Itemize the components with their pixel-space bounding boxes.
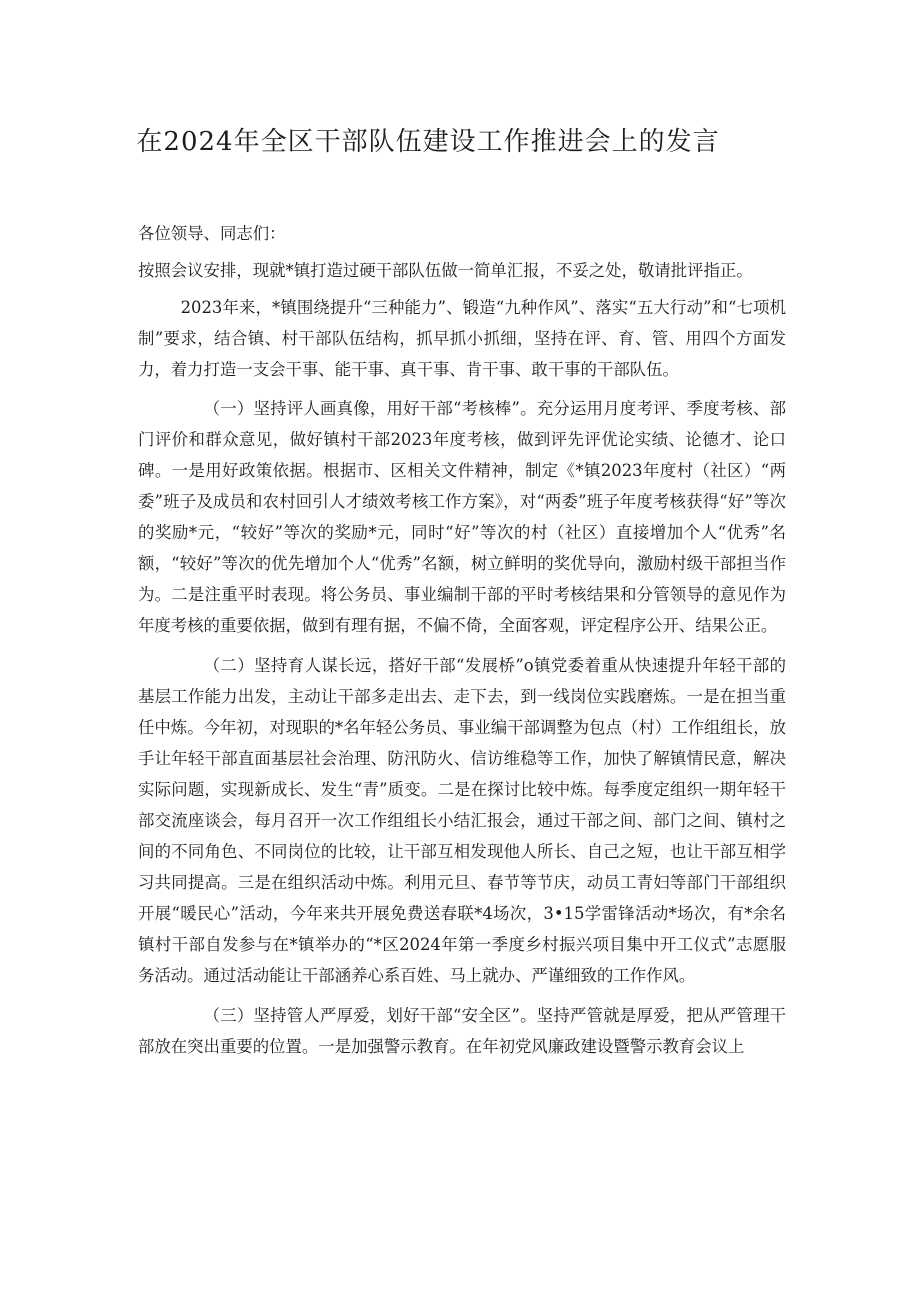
section-paragraph-cultivation: （二）坚持育人谋长远，搭好干部“发展桥”o镇党委着重从快速提升年轻干部的基层工作能力出发，主动让干部多走出去、走下去，到一线岗位实践磨炼。一是在担当重任中炼。今年初，对现职的*名年轻公务员、事业编干部调整为包点（村）工作组组长，放手让年轻干部直面基层社会治理、防汛防火、信访维稳等工作，加快了解镇情民意，解决实际问题，实现新成长、发生“青”质变。二是在探讨比较中炼。每季度定组织一期年轻干部交流座谈会，每月召开一次工作组组长小结汇报会，通过干部之间、部门之间、镇村之间的不同角色、不同岗位的比较，让干部互相发现他人所长、自己之短，也让干部互相学习共同提高。三是在组织活动中炼。利用元旦、春节等节庆，动员工青妇等部门干部组织开展“暖民心”活动，今年来共开展免费送春联*4场次，3•15学雷锋活动*场次，有*余名镇村干部自发参与在*镇举办的“*区2024年第一季度乡村振兴项目集中开工仪式”志愿服务活动。通过活动能让干部涵养心系百姓、马上就办、严谨细致的工作作风。 — [138, 656, 786, 985]
summary-paragraph: 2023年来，*镇围绕提升“三种能力”、锻造“九种作风”、落实“五大行动”和“七项机制”要求，结合镇、村干部队伍结构，抓早抓小抓细，坚持在评、育、管、用四个方面发力，着力打造一支会干事、能干事、真干事、肯干事、敢干事的干部队伍。 — [138, 298, 786, 379]
salutation: 各位领导、同志们： — [138, 224, 286, 243]
document-body — [138, 218, 786, 1071]
section-paragraph-evaluation: （一）坚持评人画真像，用好干部“考核棒”。充分运用月度考评、季度考核、部门评价和群众意见，做好镇村干部2023年度考核，做到评先评优论实绩、论德才、论口碑。一是用好政策依据。根据市、区相关文件精神，制定《*镇2023年度村（社区）“两委”班子及成员和农村回引人才绩效考核工作方案》，对“两委”班子年度考核获得“好”等次的奖励*元，“较好”等次的奖励*元，同时“好”等次的村（社区）直接增加个人“优秀”名额，“较好”等次的优先增加个人“优秀”名额，树立鲜明的奖优导向，激励村级干部担当作为。二是注重平时表现。将公务员、事业编制干部的平时考核结果和分管领导的意见作为年度考核的重要依据，做到有理有据，不偏不倚，全面客观，评定程序公开、结果公正。 — [138, 399, 786, 635]
document-title: 在2024年全区干部队伍建设工作推进会上的发言 — [136, 127, 720, 157]
section-paragraph-management: （三）坚持管人严厚爱，划好干部“安全区”。坚持严管就是厚爱，把从严管理干部放在突出重要的位置。一是加强警示教育。在年初党风廉政建设暨警示教育会议上 — [138, 1006, 786, 1056]
intro-paragraph: 按照会议安排，现就*镇打造过硬干部队伍做一简单汇报，不妥之处，敬请批评指正。 — [138, 261, 753, 280]
